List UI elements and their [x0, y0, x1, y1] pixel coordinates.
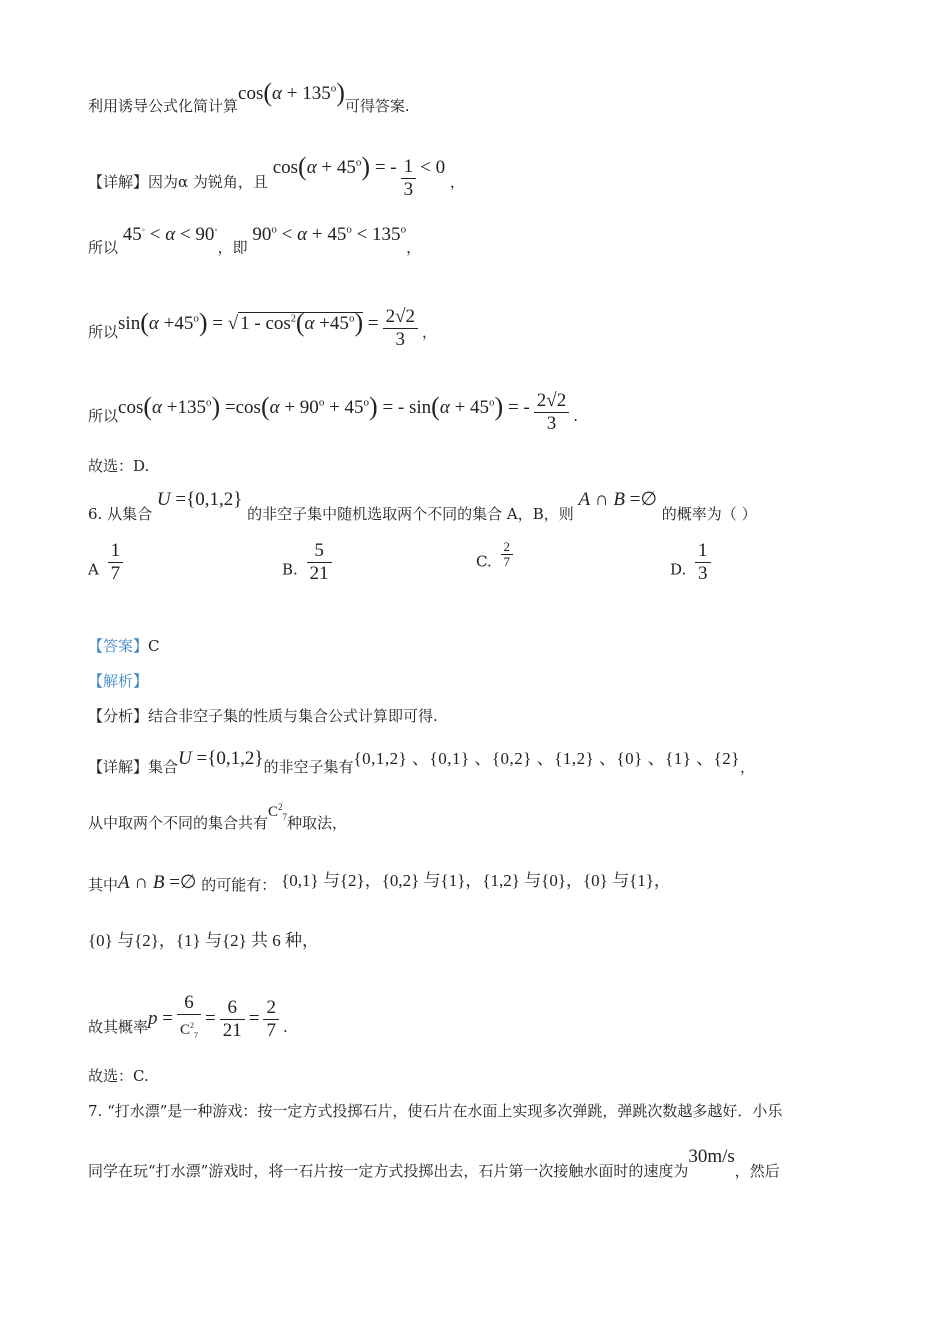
option-c-num: 2: [501, 540, 514, 555]
answer-label: 【答案】: [88, 637, 149, 655]
xiangjie-line-3: [88, 870, 890, 896]
q6-middle: 的非空子集中随机选取两个不同的集合 A，B，则: [247, 505, 574, 523]
x3-middle: 的可能有：: [201, 876, 277, 894]
x2-end: 种取法，: [287, 814, 348, 832]
xiangjie-line-1: [88, 748, 890, 778]
x4-pairs: {0} 与{2}，{1} 与{2} 共 6 种，: [88, 931, 320, 950]
detail-line-1: [88, 151, 890, 205]
x1-set-math: U ={0,1,2}: [178, 748, 264, 769]
intro-end: 可得答案.: [344, 97, 410, 115]
xiangjie-line-4: [88, 930, 890, 955]
x5-prob-math: p = $\frac{6}{C^2_7}$ = $\frac{6}{21}$ = $\frac{2}{7}$: [148, 1008, 283, 1029]
option-b-label: B.: [282, 560, 298, 579]
intro-text: 利用诱导公式化简计算: [88, 97, 239, 115]
detail-2-end: ，: [406, 238, 422, 257]
x1-end: ，: [739, 758, 755, 776]
answer-value: C: [148, 637, 160, 655]
option-d: [670, 540, 715, 593]
x1-subsets: {0,1,2} 、{0,1} 、{0,2} 、{1,2} 、{0} 、{1} 、{2}: [353, 749, 740, 768]
detail-2-text: 所以: [88, 238, 119, 257]
q6-end: 的概率为（ ）: [661, 505, 757, 523]
option-b-den: 21: [309, 563, 329, 584]
q7-speed-math: 30m/s: [688, 1146, 735, 1167]
q6-set-math: U ={0,1,2}: [156, 489, 243, 510]
x3-intersection: A ∩ B =∅: [118, 872, 197, 893]
detail-2-math-2: $90^o < \alpha + 45^o < 135^o$: [252, 224, 407, 246]
option-d-den: 3: [698, 563, 708, 584]
intro-line: [88, 78, 890, 120]
detail-1-text: 【详解】因为α 为锐角，且: [88, 172, 268, 191]
option-b: [282, 540, 336, 593]
detail-4-text: 所以: [88, 406, 119, 425]
xiangjie-line-2: [88, 802, 890, 834]
detail-2-math-1: 45◦ < α < 90◦: [122, 224, 218, 246]
option-c-label: C.: [476, 552, 492, 571]
detail-3-end: ，: [422, 322, 438, 341]
x5-end: .: [282, 1017, 288, 1036]
detail-1-math: $\cos(\alpha + 45^o)$ = - $\frac{1}{3}$ < 0: [272, 151, 446, 200]
option-a: [88, 540, 127, 593]
option-a-label: A: [88, 560, 99, 579]
x3-pairs: {0,1} 与{2}，{0,2} 与{1}，{1,2} 与{0}，{0} 与{1}，: [281, 871, 671, 890]
x1-prefix: 【详解】集合: [88, 758, 179, 776]
detail-4-end: .: [573, 406, 578, 425]
option-c-den: 7: [503, 554, 510, 569]
detail-line-2: [88, 224, 890, 258]
answer-line: [88, 635, 890, 656]
x5-prefix: 故其概率: [88, 1017, 149, 1036]
choose-6: 故选：C.: [88, 1067, 149, 1085]
x2-prefix: 从中取两个不同的集合共有: [88, 814, 269, 832]
analysis-label: 【解析】: [88, 672, 149, 690]
xiangjie-line-5: [88, 992, 890, 1055]
detail-2-mid: ，即: [217, 238, 248, 257]
detail-1-end: ，: [449, 172, 465, 191]
q6-prefix: 6. 从集合: [88, 505, 153, 523]
detail-3-text: 所以: [88, 322, 119, 341]
intro-math: $\cos(\alpha + 135^o)$: [238, 78, 345, 107]
option-c: [476, 539, 517, 577]
detail-line-4: [88, 390, 890, 439]
option-b-num: 5: [307, 540, 332, 563]
question-6: [88, 489, 890, 525]
option-d-label: D.: [670, 560, 687, 579]
option-d-num: 1: [695, 540, 711, 563]
detail-line-3: [88, 306, 890, 355]
x2-comb-math: $C^2_7$: [268, 802, 288, 822]
detail-4-math: $\cos(\alpha +135^o) =\cos(\alpha + 90^o + 45^o)$ = - $\sin(\alpha + 45^o)$ = - $\frac{2√2}{3}$: [118, 397, 573, 418]
x3-prefix: 其中: [88, 876, 119, 894]
option-a-den: 7: [110, 563, 121, 584]
q7-line2-end: ，然后: [734, 1162, 780, 1180]
x1-middle: 的非空子集有: [263, 758, 354, 776]
choose-5: 故选：D.: [88, 457, 150, 475]
q7-line2-prefix: 同学在玩“打水漂”游戏时，将一石片按一定方式投掷出去，石片第一次接触水面时的速度为: [88, 1162, 689, 1180]
option-a-num: 1: [108, 540, 124, 563]
q6-intersection-math: A ∩ B =∅: [578, 489, 658, 510]
question-7-line-1: 7. “打水漂”是一种游戏：按一定方式投掷石片，使石片在水面上实现多次弹跳，弹跳次数越多越好．小乐: [88, 1102, 783, 1120]
detail-3-math: $\sin(\alpha +45^o)$ = √ $1 - \cos^2(\alpha +45^o)$ = $\frac{2√2}{3}$: [118, 313, 422, 334]
question-7-line-2: [88, 1146, 890, 1182]
fenxi-line: 【分析】结合非空子集的性质与集合公式计算即可得.: [88, 707, 438, 725]
